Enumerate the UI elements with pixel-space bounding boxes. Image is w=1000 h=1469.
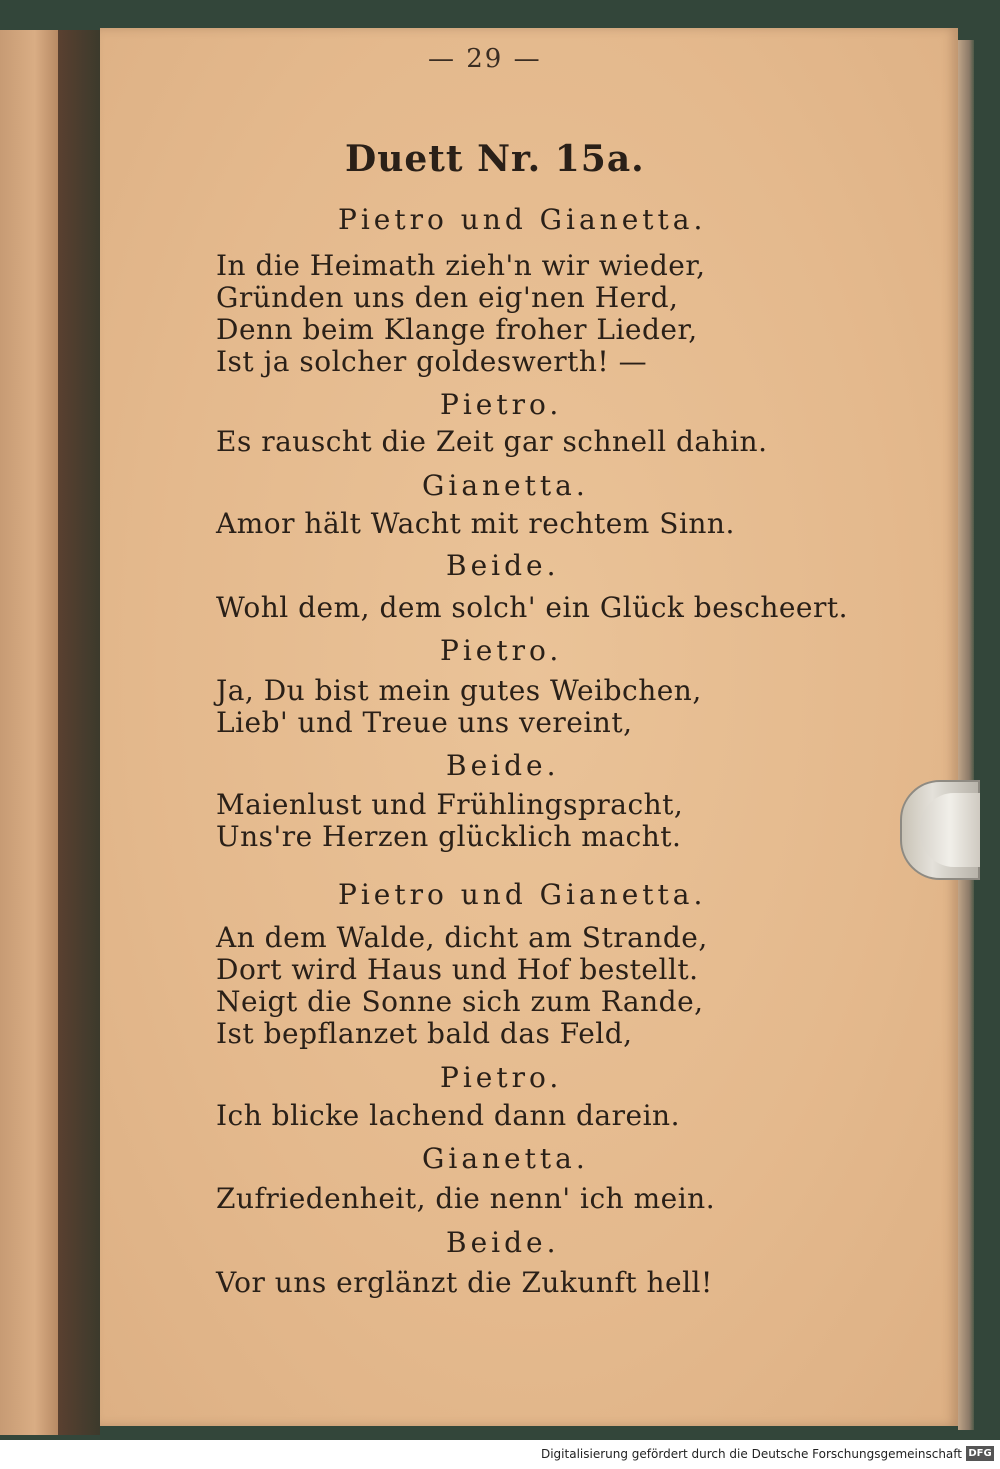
verse-line: Denn beim Klange froher Lieder, — [216, 313, 698, 346]
verse-line: Ist ja solcher goldeswerth! — — [216, 345, 648, 378]
page-number: — 29 — — [428, 44, 542, 74]
verse-line: Dort wird Haus und Hof bestellt. — [216, 953, 699, 986]
verse-line: Lieb' und Treue uns vereint, — [216, 706, 633, 739]
page-title: Duett Nr. 15a. — [345, 138, 645, 180]
verse-line: In die Heimath zieh'n wir wieder, — [216, 249, 706, 282]
speaker-label: Beide. — [446, 1226, 560, 1259]
book-gutter — [58, 30, 100, 1435]
speaker-label: Pietro. — [440, 634, 563, 667]
verse-line: Amor hält Wacht mit rechtem Sinn. — [216, 507, 735, 540]
dfg-logo: DFG — [966, 1446, 994, 1461]
verse-line: Wohl dem, dem solch' ein Glück bescheert. — [216, 591, 849, 624]
speaker-label: Pietro. — [440, 388, 563, 421]
verse-line: Neigt die Sonne sich zum Rande, — [216, 985, 704, 1018]
verse-line: An dem Walde, dicht am Strande, — [216, 921, 708, 954]
verse-line: Es rauscht die Zeit gar schnell dahin. — [216, 425, 768, 458]
verse-line: Ja, Du bist mein gutes Weibchen, — [216, 674, 702, 707]
verse-line: Gründen uns den eig'nen Herd, — [216, 281, 679, 314]
page-clip-highlight — [920, 793, 980, 867]
speaker-label: Gianetta. — [422, 1142, 589, 1175]
speaker-label: Pietro. — [440, 1061, 563, 1094]
verse-line: Zufriedenheit, die nenn' ich mein. — [216, 1182, 716, 1215]
left-page-margin — [0, 30, 60, 1435]
speaker-label: Pietro und Gianetta. — [338, 203, 707, 236]
speaker-label: Gianetta. — [422, 469, 589, 502]
speaker-label: Beide. — [446, 749, 560, 782]
speaker-label: Pietro und Gianetta. — [338, 878, 707, 911]
speaker-label: Beide. — [446, 549, 560, 582]
verse-line: Ist bepflanzet bald das Feld, — [216, 1017, 633, 1050]
footer-credit: Digitalisierung gefördert durch die Deutsche Forschungsgemeinschaft — [540, 1447, 962, 1461]
verse-line: Ich blicke lachend dann darein. — [216, 1099, 680, 1132]
verse-line: Maienlust und Frühlingspracht, — [216, 788, 684, 821]
verse-line: Vor uns erglänzt die Zukunft hell! — [216, 1266, 713, 1299]
page-edge — [958, 40, 974, 1430]
verse-line: Uns're Herzen glücklich macht. — [216, 820, 682, 853]
